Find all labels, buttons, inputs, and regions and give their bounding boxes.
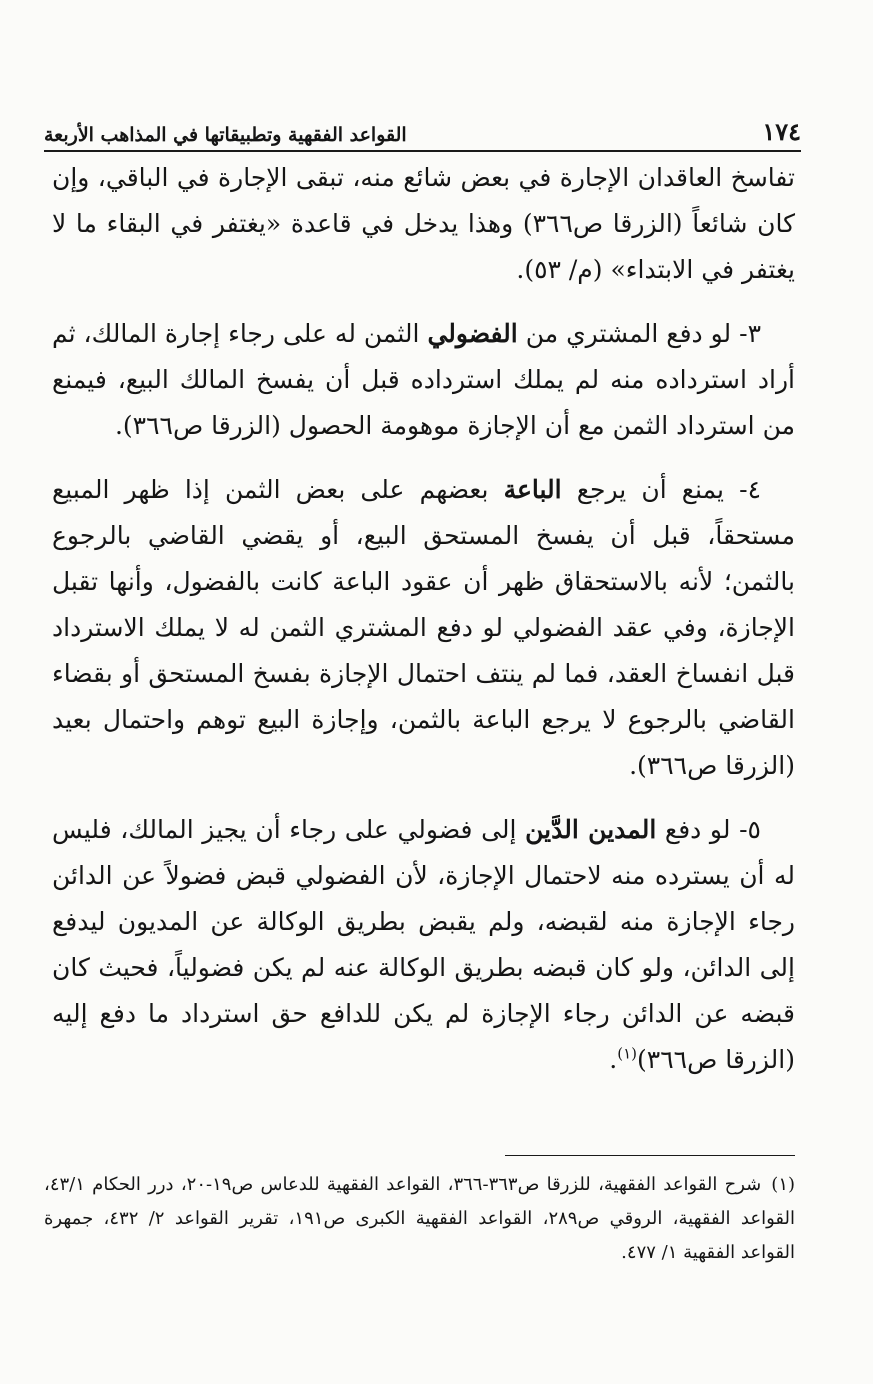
body-text xyxy=(52,155,795,1101)
paragraph-lead: ٤- يمنع أن يرجع xyxy=(561,475,762,504)
paragraph-keyword: المدين الدَّين xyxy=(525,815,657,844)
paragraph-lead: ٣- لو دفع المشتري من xyxy=(517,319,762,348)
footnote-separator xyxy=(505,1155,795,1156)
running-title: القواعد الفقهية وتطبيقاتها في المذاهب الأربعة xyxy=(44,124,407,146)
paragraph-rest: الثمن له على رجاء إجارة المالك، ثم أراد استرداده منه لم يملك استرداده قبل أن يفسخ المالك البيع، فيمنع من استرداد الثمن مع أن الإجازة موهومة الحصول (الزرقا ص٣٦٦). xyxy=(52,319,795,440)
paragraph-end: . xyxy=(609,1045,618,1074)
paragraph-continuation xyxy=(52,155,795,293)
paragraph-keyword: الفضولي xyxy=(427,319,518,348)
paragraph-rest: بعضهم على بعض الثمن إذا ظهر المبيع مستحقاً، قبل أن يفسخ المستحق البيع، أو يقضي القاضي بالرجوع بالثمن؛ لأنه بالاستحقاق ظهر أن عقود الباعة كانت بالفضول، وأنها تقبل الإجازة، وفي عقد الفضولي لو دفع المشتري الثمن له لا يملك الاسترداد قبل انفساخ العقد، فما لم ينتف احتمال الإجازة بفسخ المستحق أو بقضاء القاضي بالرجوع لا يرجع الباعة بالثمن، وإجازة البيع توهم واحتمال بعيد (الزرقا ص٣٦٦). xyxy=(52,475,795,780)
paragraph-item-5 xyxy=(52,807,795,1083)
footnote-reference[interactable]: (١) xyxy=(617,1044,637,1063)
footnote-1 xyxy=(44,1168,795,1270)
paragraph-rest: إلى فضولي على رجاء أن يجيز المالك، فليس له أن يسترده منه لاحتمال الإجازة، لأن الفضولي قبض فضولاً عن الدائن رجاء الإجازة منه لقبضه، ولم يقبض بطريق الوكالة عن المديون ليدفع إلى الدائن، ولو كان قبضه بطريق الوكالة عنه لم يكن فضولياً، فحيث كان قبضه عن الدائن رجاء الإجازة لم يكن للدافع حق استرداد ما دفع إليه (الزرقا ص٣٦٦) xyxy=(52,815,795,1074)
footnote-marker: (١) xyxy=(771,1174,796,1195)
paragraph-text: تفاسخ العاقدان الإجارة في بعض شائع منه، تبقى الإجارة في الباقي، وإن كان شائعاً (الزرقا ص٣٦٦) وهذا يدخل في قاعدة «يغتفر في البقاء ما لا يغتفر في الابتداء» (م/ ٥٣). xyxy=(52,163,795,284)
paragraph-lead: ٥- لو دفع xyxy=(656,815,761,844)
footnote-text: شرح القواعد الفقهية، للزرقا ص٣٦٣-٣٦٦، القواعد الفقهية للدعاس ص١٩-٢٠، درر الحكام ٤٣/١، القواعد الفقهية، الروقي ص٢٨٩، القواعد الفقهية الكبرى ص١٩١، تقرير القواعد ٢/ ٤٣٢، جمهرة القواعد الفقهية ١/ ٤٧٧. xyxy=(44,1174,795,1263)
page-header xyxy=(44,106,801,152)
paragraph-item-4 xyxy=(52,467,795,789)
paragraph-keyword: الباعة xyxy=(503,475,562,504)
footnotes xyxy=(44,1168,795,1270)
paragraph-item-3 xyxy=(52,311,795,449)
page-number: ١٧٤ xyxy=(762,117,801,146)
